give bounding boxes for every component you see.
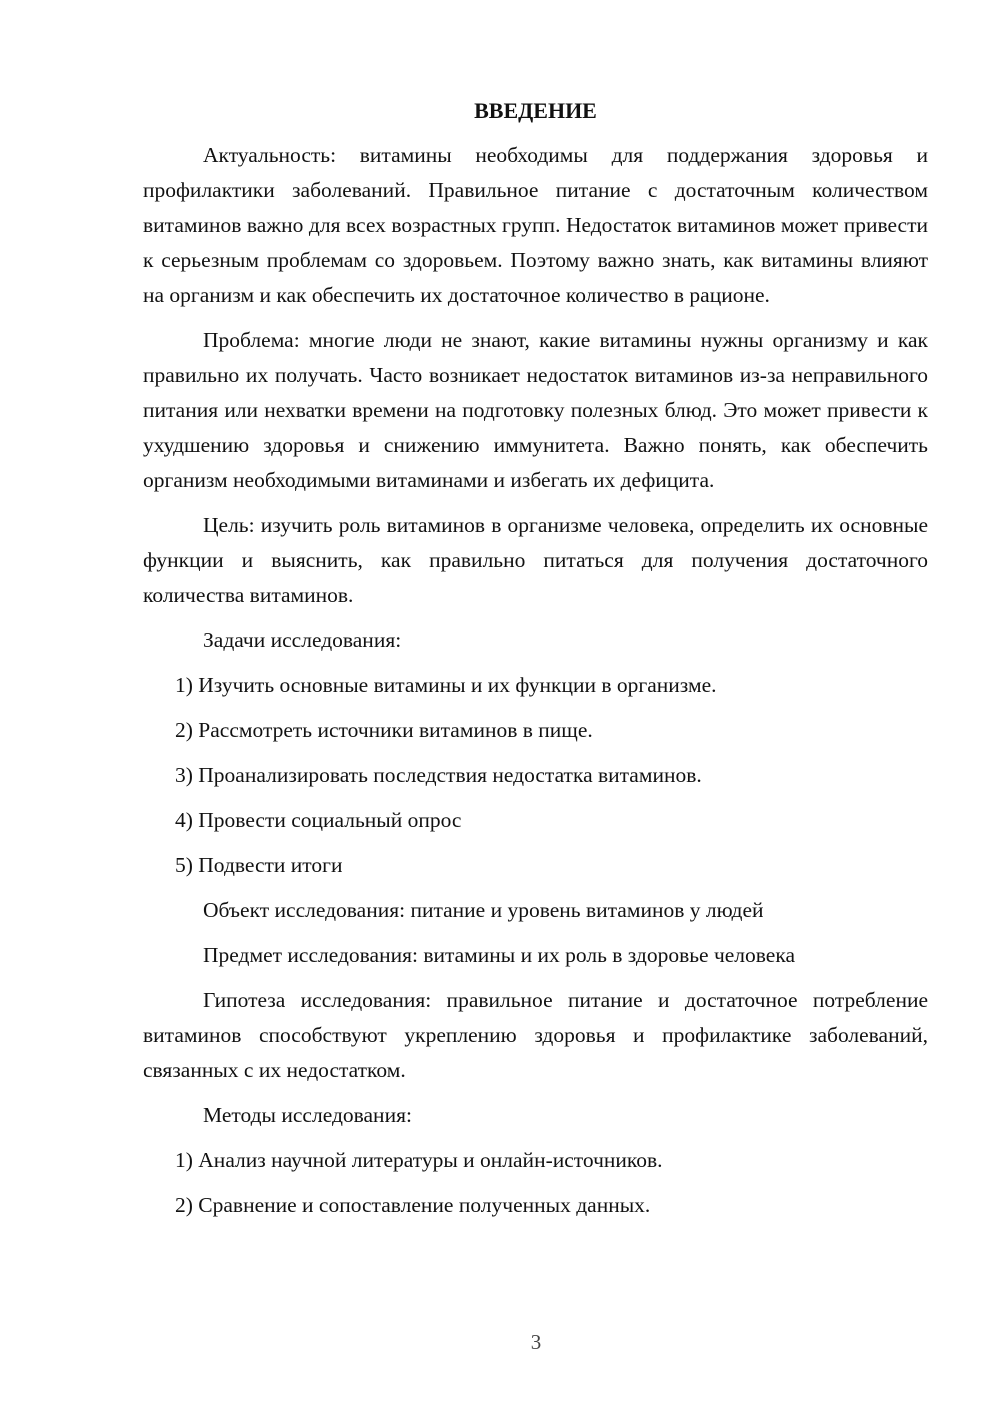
paragraph-goal: Цель: изучить роль витаминов в организме человека, определить их основные функции и выяснить, как правильно питаться для получения достаточного количества витаминов. — [143, 513, 928, 607]
list-item: 5) Подвести итоги — [175, 853, 343, 877]
methods-title: Методы исследования: — [203, 1103, 412, 1127]
paragraph-problem: Проблема: многие люди не знают, какие витамины нужны организму и как правильно их получать. Часто возникает недостаток витаминов из-за неправильного питания или нехватки времени на подготовку полезных блюд. Это может привести к ухудшению здоровья и снижению иммунитета. Важно понять, как обеспечить организм необходимыми витаминами и избегать их дефицита. — [143, 328, 928, 492]
page-content — [143, 96, 928, 1233]
page-number: 3 — [530, 1330, 542, 1354]
paragraph-hypothesis: Гипотеза исследования: правильное питание и достаточное потребление витаминов способствуют укреплению здоровья и профилактике заболеваний, связанных с их недостатком. — [143, 988, 928, 1082]
tasks-list — [143, 668, 928, 883]
page-title: ВВЕДЕНИЕ — [474, 98, 597, 123]
paragraph-relevance: Актуальность: витамины необходимы для поддержания здоровья и профилактики заболеваний. Правильное питание с достаточным количеством витаминов важно для всех возрастных групп. Недостаток витаминов может привести к серьезным проблемам со здоровьем. Поэтому важно знать, как витамины влияют на организм и как обеспечить их достаточное количество в рационе. — [143, 143, 928, 307]
list-item: 3) Проанализировать последствия недостатка витаминов. — [175, 763, 702, 787]
methods-list — [143, 1143, 928, 1223]
list-item: 1) Изучить основные витамины и их функции в организме. — [175, 673, 717, 697]
list-item: 4) Провести социальный опрос — [175, 808, 462, 832]
research-object: Объект исследования: питание и уровень витаминов у людей — [203, 898, 764, 922]
research-subject: Предмет исследования: витамины и их роль в здоровье человека — [203, 943, 796, 967]
list-item: 2) Сравнение и сопоставление полученных данных. — [175, 1193, 651, 1217]
list-item: 1) Анализ научной литературы и онлайн-источников. — [175, 1148, 663, 1172]
tasks-title: Задачи исследования: — [203, 628, 402, 652]
list-item: 2) Рассмотреть источники витаминов в пище. — [175, 718, 593, 742]
